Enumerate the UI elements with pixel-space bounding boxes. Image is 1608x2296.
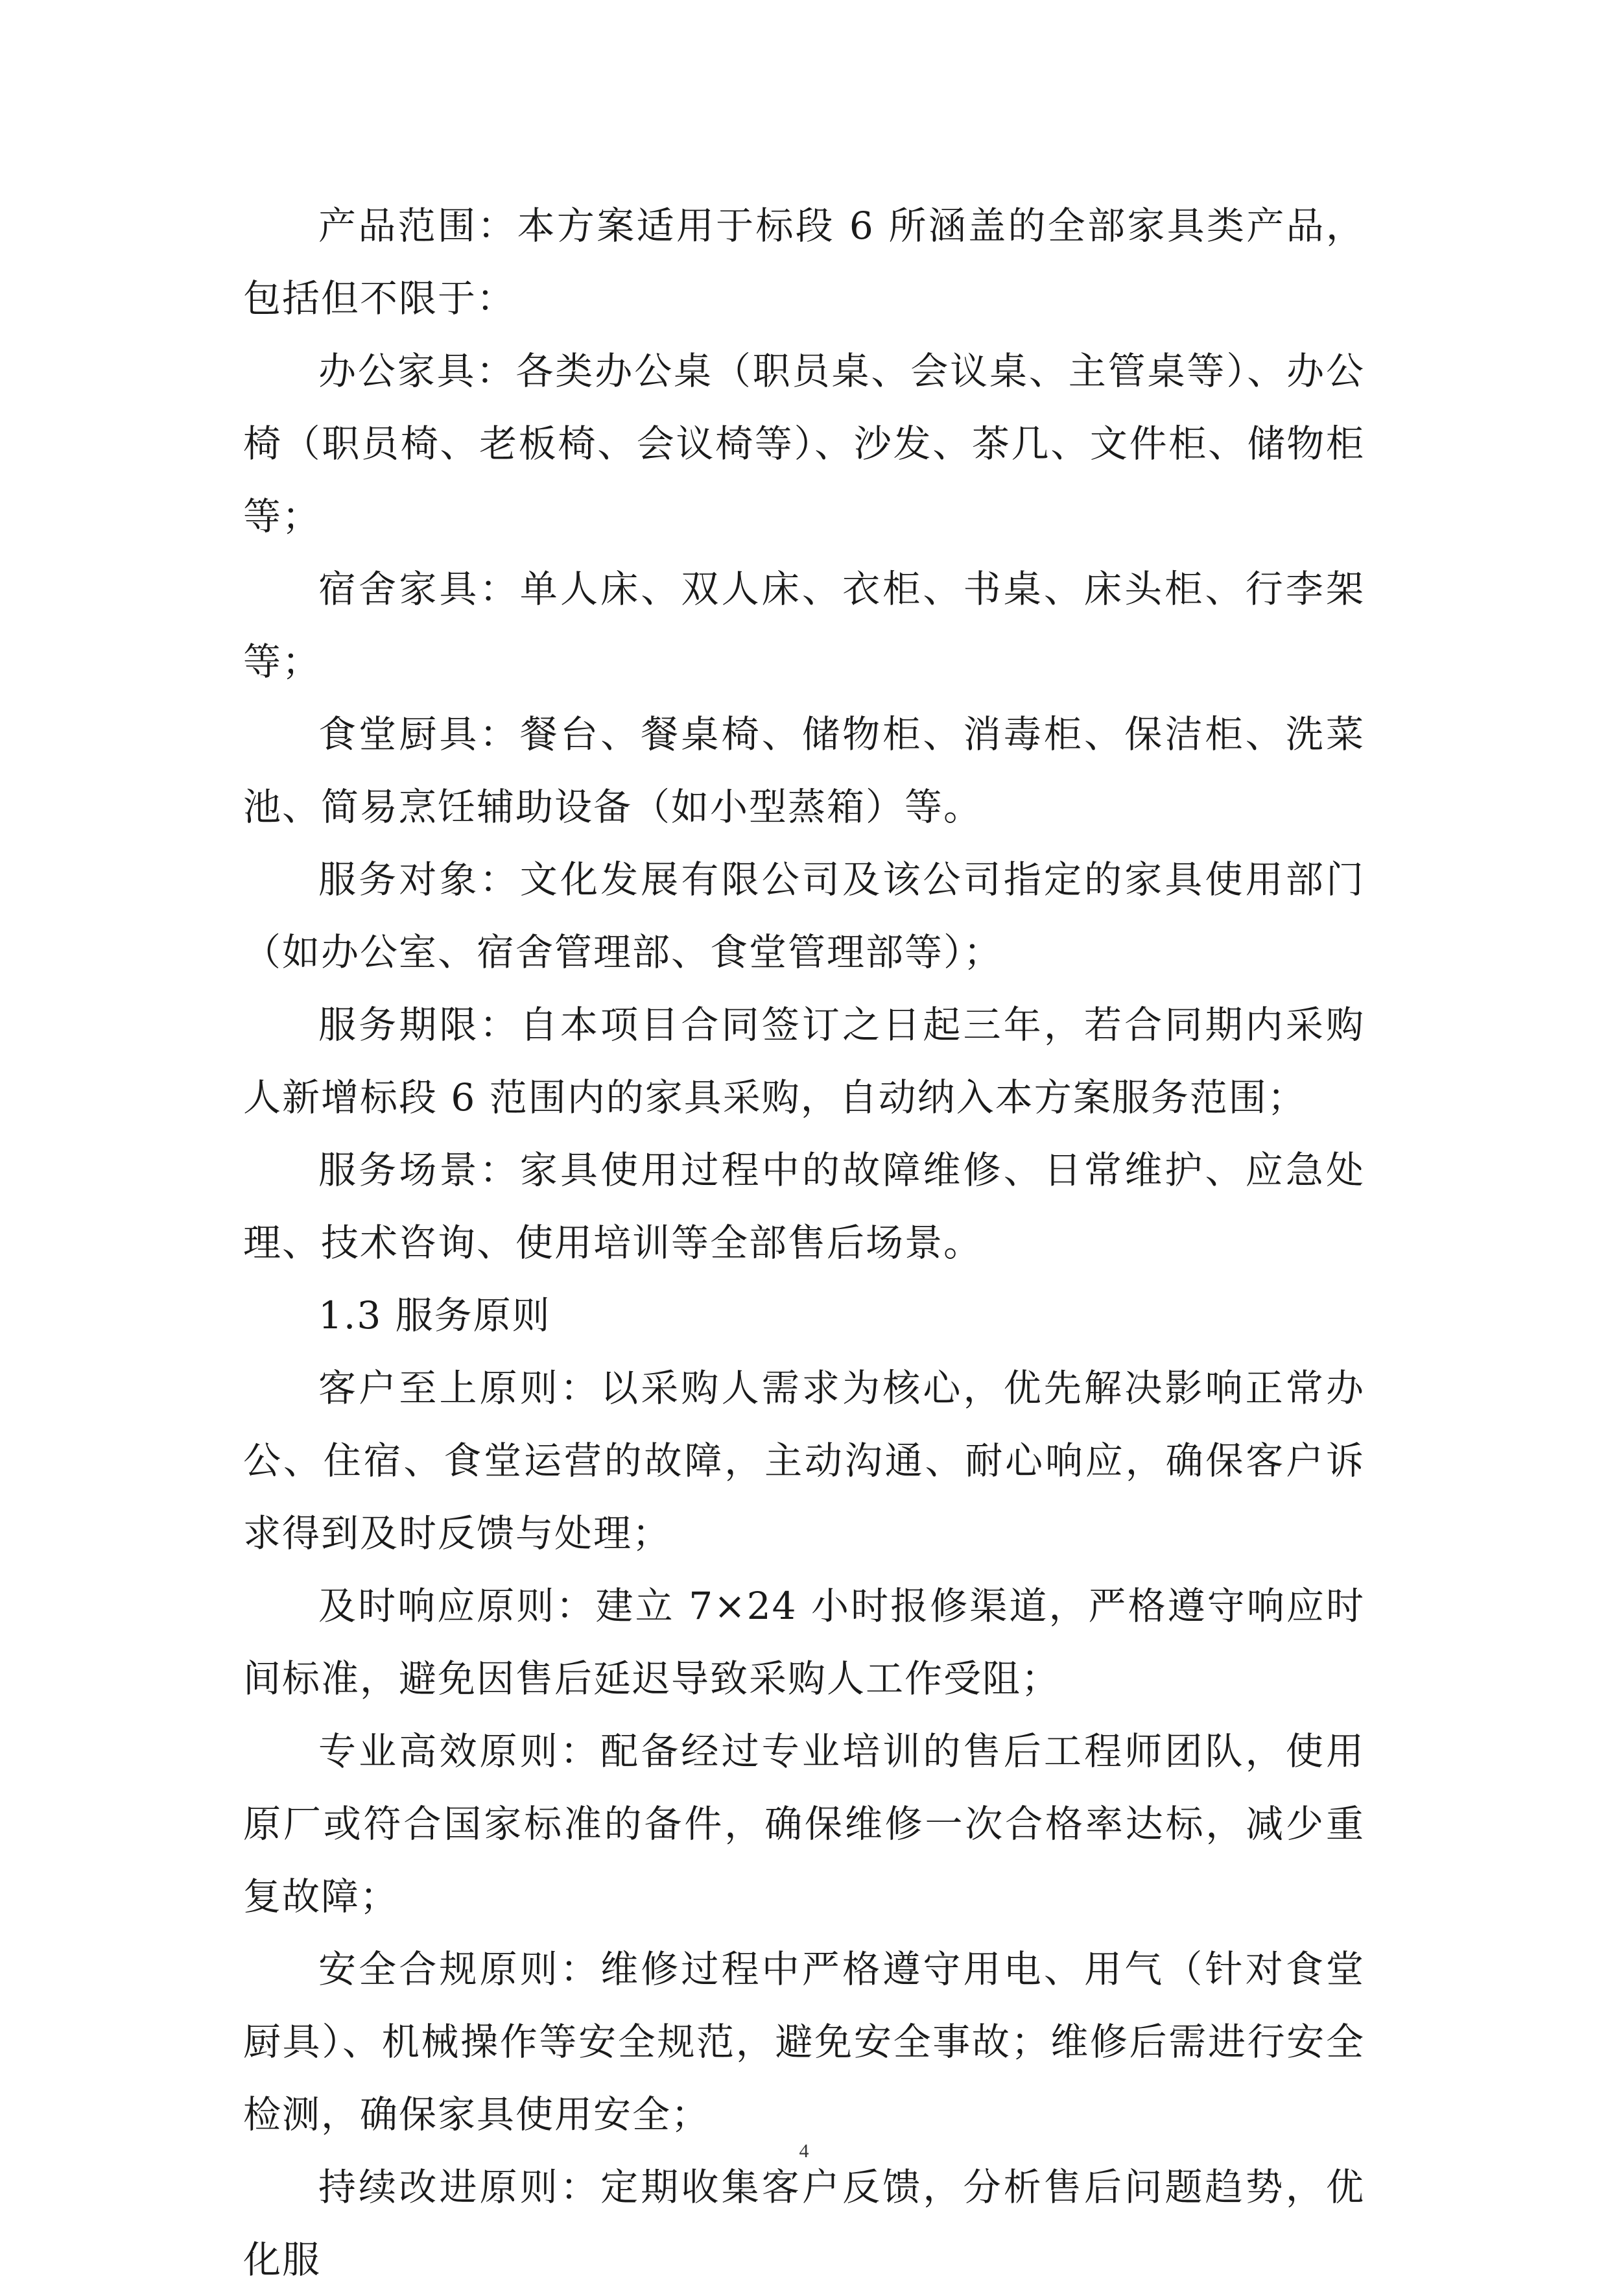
section-heading: 1.3 服务原则: [318, 1293, 551, 1337]
paragraph-customer-first: 客户至上原则：以采购人需求为核心，优先解决影响正常办公、住宿、食堂运营的故障，主动沟通、耐心响应，确保客户诉求得到及时反馈与处理；: [243, 1366, 1365, 1555]
paragraph-professional-efficient: 专业高效原则：配备经过专业培训的售后工程师团队，使用原厂或符合国家标准的备件，确保维修一次合格率达标，减少重复故障；: [243, 1729, 1365, 1919]
paragraph-office-furniture: 办公家具：各类办公桌（职员桌、会议桌、主管桌等）、办公椅（职员椅、老板椅、会议椅等）、沙发、茶几、文件柜、储物柜等；: [243, 349, 1365, 538]
paragraph-dormitory-furniture: 宿舍家具：单人床、双人床、衣柜、书桌、床头柜、行李架等；: [243, 567, 1365, 684]
paragraph-product-scope: 产品范围：本方案适用于标段 6 所涵盖的全部家具类产品，包括但不限于：: [243, 204, 1365, 320]
paragraph-service-period: 服务期限：自本项目合同签订之日起三年，若合同期内采购人新增标段 6 范围内的家具采购，自动纳入本方案服务范围；: [243, 1003, 1365, 1119]
paragraph-timely-response: 及时响应原则：建立 7×24 小时报修渠道，严格遵守响应时间标准，避免因售后延迟导致采购人工作受阻；: [243, 1584, 1365, 1701]
paragraph-safety-compliance: 安全合规原则：维修过程中严格遵守用电、用气（针对食堂厨具）、机械操作等安全规范，避免安全事故；维修后需进行安全检测，确保家具使用安全；: [243, 1947, 1365, 2136]
paragraph-service-scenarios: 服务场景：家具使用过程中的故障维修、日常维护、应急处理、技术咨询、使用培训等全部售后场景。: [243, 1148, 1365, 1265]
paragraph-canteen-kitchenware: 食堂厨具：餐台、餐桌椅、储物柜、消毒柜、保洁柜、洗菜池、简易烹饪辅助设备（如小型蒸箱）等。: [243, 712, 1365, 829]
paragraph-service-target: 服务对象：文化发展有限公司及该公司指定的家具使用部门（如办公室、宿舍管理部、食堂管理部等）；: [243, 857, 1365, 974]
page-number: 4: [799, 2140, 809, 2162]
body-text: [243, 189, 1365, 2296]
paragraph-continuous-improvement: 持续改进原则：定期收集客户反馈，分析售后问题趋势，优化服: [243, 2165, 1365, 2282]
